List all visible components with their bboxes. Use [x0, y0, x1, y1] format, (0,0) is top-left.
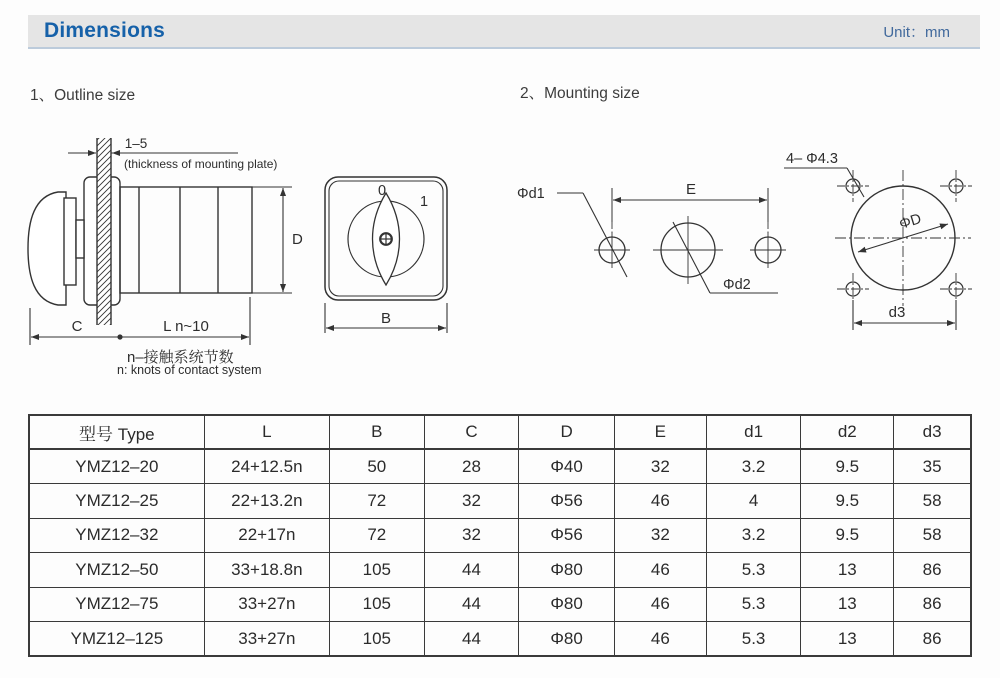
value-cell: 35 [894, 449, 971, 484]
value-cell: 32 [424, 518, 519, 553]
value-cell: 105 [329, 587, 424, 622]
mounting-section-title: 2、Mounting size [520, 85, 640, 102]
value-cell: 46 [614, 484, 706, 519]
table-row [29, 484, 971, 519]
value-cell: 46 [614, 553, 706, 588]
contact-note-cn: n–接触系统节数 [127, 349, 234, 366]
d-dimension [252, 187, 292, 293]
value-cell: 3.2 [706, 518, 801, 553]
value-cell: 28 [424, 449, 519, 484]
spec-table-container [28, 414, 972, 657]
d2-label: Φd2 [723, 277, 751, 293]
col-header-type: 型号 Type [29, 415, 204, 449]
screw-icon [380, 233, 393, 246]
col-header-b: B [329, 415, 424, 449]
value-cell: 46 [614, 587, 706, 622]
col-header-e: E [614, 415, 706, 449]
value-cell: 86 [894, 622, 971, 657]
d-dimension-label: D [292, 231, 303, 248]
col-header-l: L [204, 415, 329, 449]
outline-section-title: 1、Outline size [30, 87, 136, 104]
value-cell: 22+13.2n [204, 484, 329, 519]
value-cell: 58 [894, 484, 971, 519]
switch-body [120, 187, 252, 293]
knob-dome [28, 192, 66, 305]
value-cell: 33+27n [204, 587, 329, 622]
value-cell: 58 [894, 518, 971, 553]
value-cell: Φ40 [519, 449, 615, 484]
value-cell: 9.5 [801, 449, 894, 484]
value-cell: 50 [329, 449, 424, 484]
value-cell: 46 [614, 622, 706, 657]
col-header-d: D [519, 415, 615, 449]
value-cell: 44 [424, 587, 519, 622]
table-row [29, 622, 971, 657]
knob-ring [64, 198, 76, 285]
model-cell: YMZ12–75 [29, 587, 204, 622]
value-cell: 86 [894, 553, 971, 588]
panel-cutout [835, 170, 972, 306]
value-cell: 13 [801, 622, 894, 657]
model-cell: YMZ12–50 [29, 553, 204, 588]
thickness-range-label: 1–5 [124, 136, 148, 151]
col-header-d3: d3 [894, 415, 971, 449]
value-cell: 44 [424, 553, 519, 588]
value-cell: 32 [614, 518, 706, 553]
position-1-label: 1 [419, 194, 429, 210]
table-row [29, 449, 971, 484]
d1-leader [557, 193, 627, 277]
b-dimension-label: B [380, 310, 392, 327]
model-cell: YMZ12–125 [29, 622, 204, 657]
l-dimension-label: L n~10 [163, 318, 209, 335]
value-cell: 44 [424, 622, 519, 657]
big-d-label: ΦD [897, 211, 924, 233]
value-cell: 13 [801, 587, 894, 622]
mounting-plate [97, 138, 111, 325]
value-cell: 32 [424, 484, 519, 519]
e-dimension-label: E [685, 181, 697, 198]
unit-label: Unit：mm [883, 23, 950, 41]
table-row [29, 553, 971, 588]
value-cell: 9.5 [801, 518, 894, 553]
value-cell: 4 [706, 484, 801, 519]
col-header-d2: d2 [801, 415, 894, 449]
value-cell: 24+12.5n [204, 449, 329, 484]
shaft-hole-d2 [653, 216, 778, 293]
value-cell: 5.3 [706, 553, 801, 588]
header-bar [28, 15, 980, 49]
value-cell: 32 [614, 449, 706, 484]
position-0-label: 0 [377, 183, 387, 199]
value-cell: 3.2 [706, 449, 801, 484]
value-cell: 72 [329, 518, 424, 553]
col-header-c: C [424, 415, 519, 449]
table-row [29, 518, 971, 553]
table-row [29, 587, 971, 622]
value-cell: Φ80 [519, 622, 615, 657]
value-cell: Φ80 [519, 553, 615, 588]
value-cell: 5.3 [706, 587, 801, 622]
thickness-note-label: (thickness of mounting plate) [124, 157, 278, 171]
spec-table-body [29, 449, 971, 656]
d3-dimension-label: d3 [888, 304, 906, 321]
value-cell: 33+27n [204, 622, 329, 657]
value-cell: Φ56 [519, 518, 615, 553]
corner-hole-tr [940, 170, 972, 202]
value-cell: Φ56 [519, 484, 615, 519]
model-cell: YMZ12–25 [29, 484, 204, 519]
knob-step [76, 220, 84, 258]
value-cell: 86 [894, 587, 971, 622]
c-dimension-label: C [71, 318, 83, 335]
value-cell: Φ80 [519, 587, 615, 622]
mounting-size-drawing [495, 130, 985, 345]
col-header-d1: d1 [706, 415, 801, 449]
contact-note-en: n: knots of contact system [117, 363, 262, 377]
value-cell: 105 [329, 553, 424, 588]
value-cell: 105 [329, 622, 424, 657]
value-cell: 5.3 [706, 622, 801, 657]
value-cell: 33+18.8n [204, 553, 329, 588]
table-header-row [29, 415, 971, 449]
d1-label: Φd1 [517, 186, 545, 202]
spec-table [28, 414, 972, 657]
value-cell: 72 [329, 484, 424, 519]
corner-hole-tl [837, 170, 869, 202]
page-title: Dimensions [44, 19, 166, 42]
model-cell: YMZ12–32 [29, 518, 204, 553]
value-cell: 13 [801, 553, 894, 588]
outline-size-drawing [20, 115, 470, 395]
corner-holes-label: 4– Φ4.3 [786, 151, 838, 167]
value-cell: 9.5 [801, 484, 894, 519]
value-cell: 22+17n [204, 518, 329, 553]
model-cell: YMZ12–20 [29, 449, 204, 484]
